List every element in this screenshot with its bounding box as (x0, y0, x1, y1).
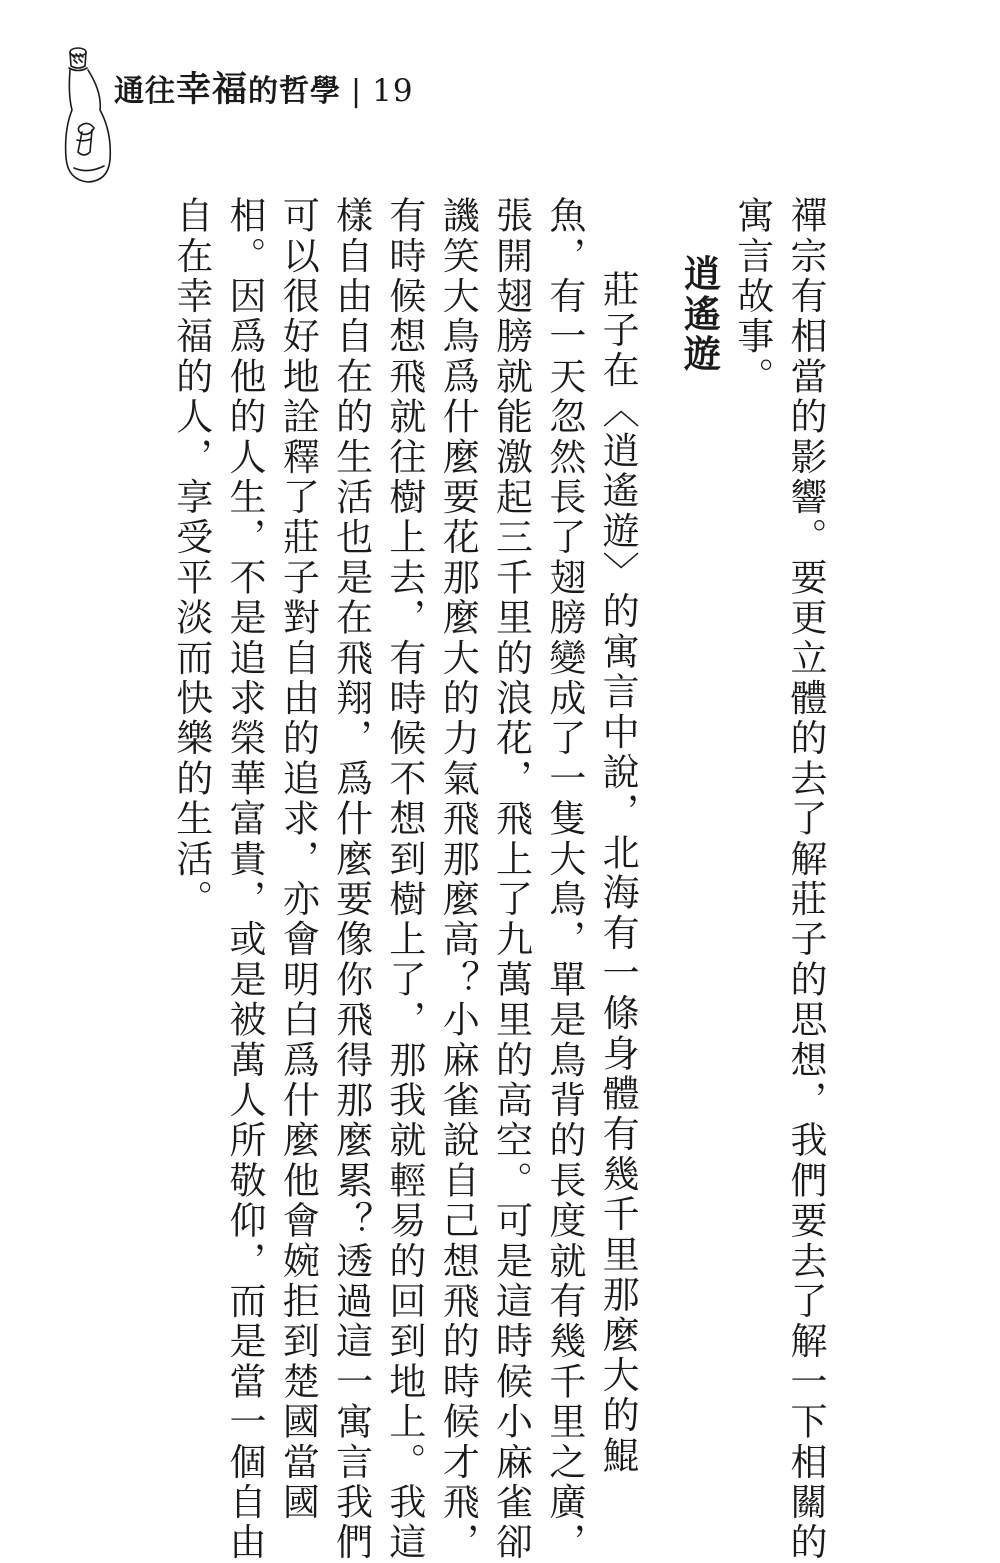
text-line: 譏笑大鳥爲什麼要花那麼大的力氣飛那麼高？小麻雀說自己想飛的時候才飛， (436, 196, 480, 1563)
page-number: 19 (372, 73, 414, 109)
book-title (114, 62, 414, 112)
text-line: 禪宗有相當的影響。要更立體的去了解莊子的思想，我們要去了解一下相關的 (784, 196, 827, 1563)
text-line: 樣自由自在的生活也是在飛翔，爲什麼要像你飛得那麼累？透過這一寓言我們 (329, 196, 373, 1563)
title-part-1: 通往 (114, 74, 176, 109)
text-line: 莊子在〈逍遙遊〉的寓言中說，北海有一條身體有幾千里那麼大的鯤 (596, 270, 640, 1476)
text-line: 可以很好地詮釋了莊子對自由的追求，亦會明白爲什麼他會婉拒到楚國當國 (276, 196, 320, 1523)
title-separator: | (351, 74, 363, 109)
text-line: 自在幸福的人，享受平淡而快樂的生活。 (169, 196, 213, 920)
body-text (164, 196, 832, 1563)
message-bottle-icon (60, 40, 116, 190)
text-line: 魚，有一天忽然長了翅膀變成了一隻大鳥，單是鳥背的長度就有幾千里之廣， (542, 196, 586, 1563)
text-line: 張開翅膀就能激起三千里的浪花，飛上了九萬里的高空。可是這時候小麻雀卻 (489, 196, 533, 1563)
title-part-3: 的哲學 (248, 74, 342, 109)
text-line: 寓言故事。 (730, 196, 774, 397)
text-line: 相。因爲他的人生，不是追求榮華富貴，或是被萬人所敬仰，而是當一個自由 (223, 196, 267, 1563)
section-heading: 逍遙遊 (677, 254, 722, 375)
page-header (60, 40, 480, 200)
title-part-2: 幸福 (176, 70, 249, 110)
text-line: 有時候想飛就往樹上去，有時候不想到樹上了，那我就輕易的回到地上。我這 (382, 196, 426, 1563)
